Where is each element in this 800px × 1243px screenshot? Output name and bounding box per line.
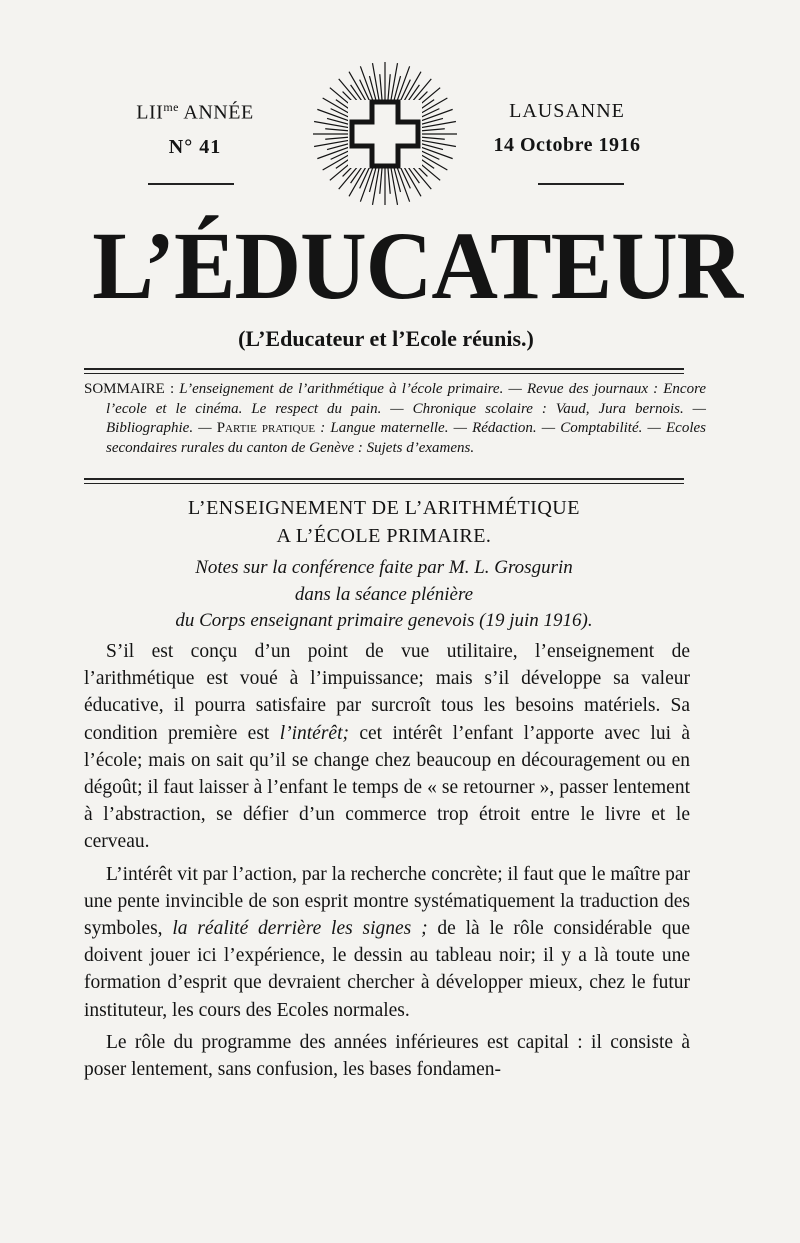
header-right bbox=[462, 100, 672, 157]
paragraph-3: Le rôle du programme des années inférieures est capital : il consiste à poser lentement, sans confusion, les bases fondamen- bbox=[84, 1031, 690, 1081]
year-label: $LII^{me}$ ANNÉE bbox=[136, 100, 254, 124]
masthead-subtitle: (L’Educateur et l’Ecole réunis.) bbox=[238, 326, 534, 351]
notes-line-2: dans la séance plénière bbox=[294, 584, 474, 605]
divider-top bbox=[84, 368, 684, 374]
issue-number: N° 41 bbox=[168, 135, 222, 158]
header-left bbox=[110, 100, 280, 159]
article-title-line-1: L’ENSEIGNEMENT DE L’ARITHMÉTIQUE bbox=[188, 497, 580, 519]
city-label: LAUSANNE bbox=[509, 100, 625, 122]
sommaire-text: L’enseignement de l’arithmétique à l’école primaire. — Revue des journaux : Encore l’ecole et le cinéma. Le respect du pain. — Chronique scolaire : Vaud, Jura bernois. — Bibliographie. — Partie pratique : Langue maternelle. — Rédaction. — Comptabilité. — Ecoles secondaires rurales du canton de Genève : Sujets d’examens. bbox=[106, 381, 707, 456]
notes-line-3: du Corps enseignant primaire genevois (19 juin 1916). bbox=[175, 610, 593, 631]
sunburst-ray bbox=[372, 63, 379, 104]
masthead-title: L’ÉDUCATEUR bbox=[92, 212, 743, 319]
header-rule-right bbox=[538, 183, 624, 185]
sunburst-ray bbox=[390, 164, 397, 205]
sunburst-ray bbox=[390, 63, 397, 104]
paragraph-1: S’il est conçu d’un point de vue utilitaire, l’enseignement de l’arithmétique est voué à l’impuissance; mais s’il développe sa valeur éducative, il pourra satisfaire par surcroît tous les besoins matériels. Sa condition première est l’intérêt; cet intérêt l’enfant l’apporte avec lui à l’école; mais on sait qu’il se change chez beaucoup en découragement ou en dégoût; il faut laisser à l’enfant le temps de « se retourner », passer lentement à l’abstraction, se défier d’un commerce trop étroit entre le livre et le cerveau. bbox=[84, 641, 690, 853]
table-of-contents bbox=[84, 380, 706, 458]
paragraph-2: L’intérêt vit par l’action, par la recherche concrète; il faut que le maître par une pente invincible de son esprit montre systématiquement la traduction des symboles, la réalité derrière les signes ; de là le rôle considérable que doivent jouer ici l’expérience, le dessin au tableau noir; il y a là toute une formation d’esprit que devraient chercher à développer mieux, chez le futur instituteur, les cours des Ecoles normales. bbox=[84, 863, 691, 1021]
article-title-line-2: A L’ÉCOLE PRIMAIRE. bbox=[276, 525, 492, 547]
divider-bottom bbox=[84, 478, 684, 484]
sunburst-ray bbox=[372, 164, 379, 205]
sommaire-label: SOMMAIRE : bbox=[84, 381, 175, 397]
header-rule-left bbox=[148, 183, 234, 185]
notes-line-1: Notes sur la conférence faite par M. L. Grosgurin bbox=[195, 557, 573, 578]
article-body bbox=[84, 638, 690, 1088]
swiss-cross-sunburst-icon bbox=[310, 60, 460, 205]
issue-date: 14 Octobre 1916 bbox=[493, 134, 641, 156]
